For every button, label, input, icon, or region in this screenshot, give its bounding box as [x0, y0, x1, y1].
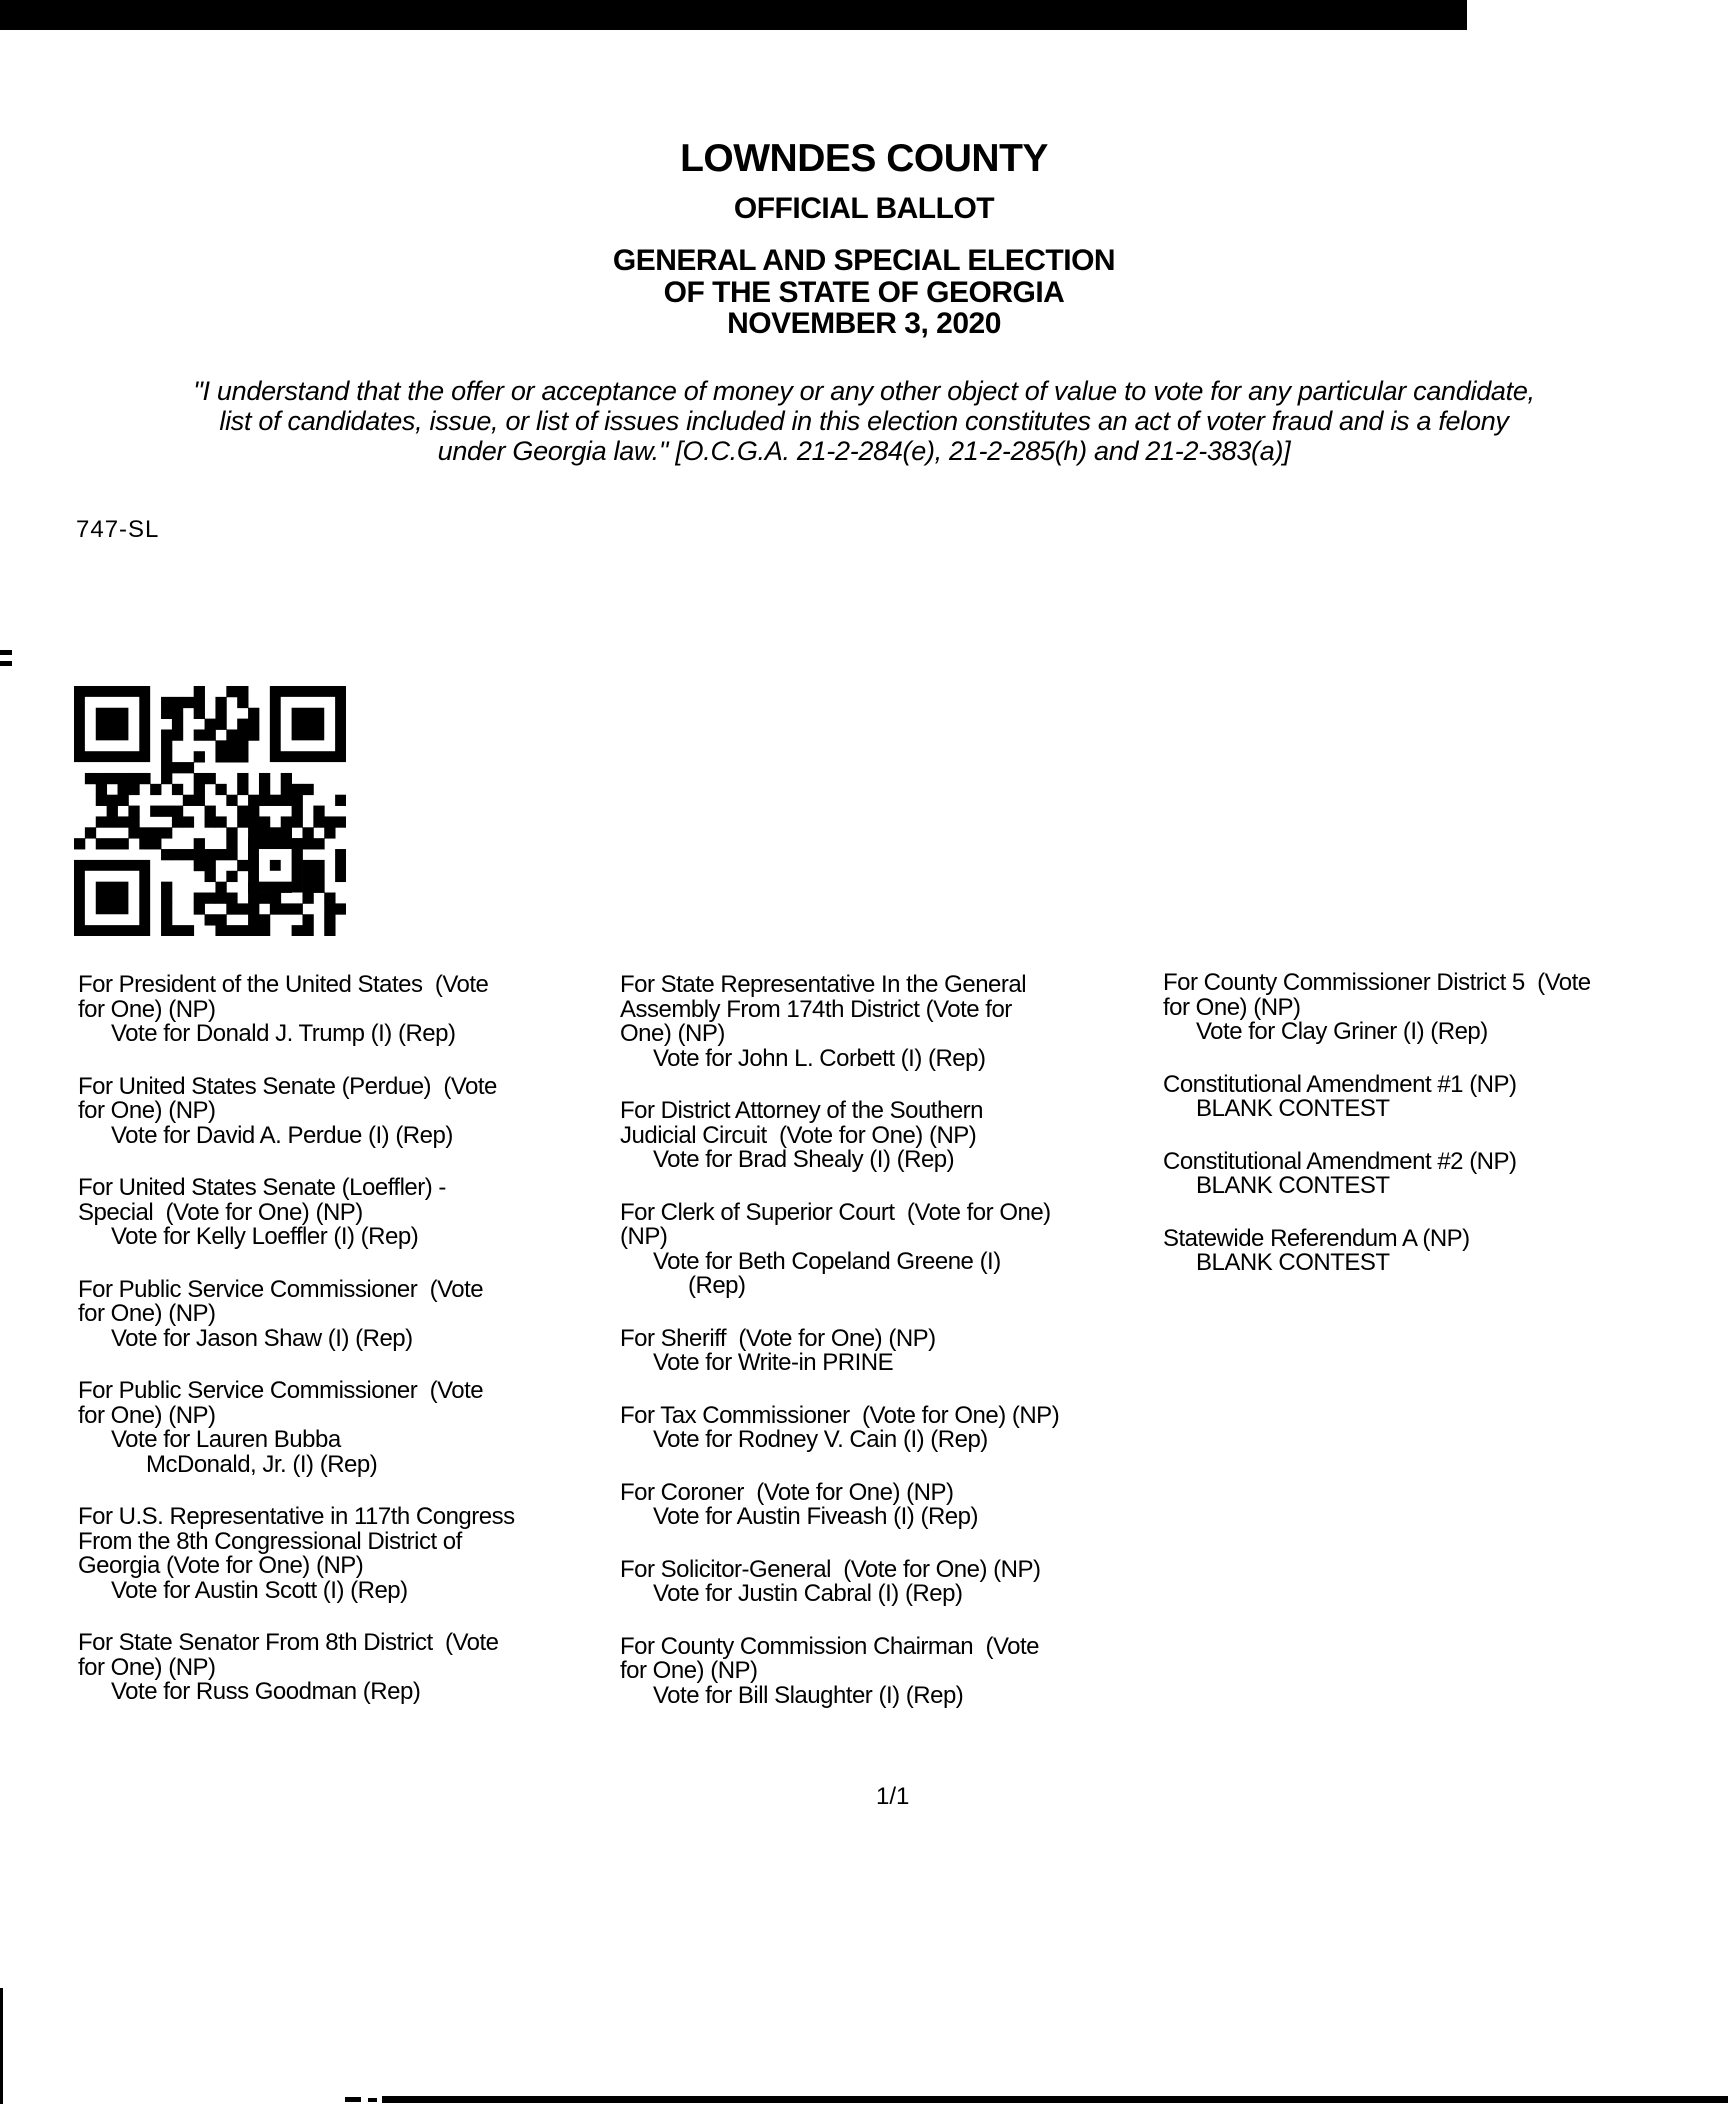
contest — [1163, 1070, 1728, 1122]
vote-selection-line: Vote for Jason Shaw (I) (Rep) — [111, 1324, 413, 1352]
contest-title-line: Georgia (Vote for One) (NP) — [78, 1552, 364, 1579]
contest — [78, 1275, 620, 1352]
contest-title-line: for One) (NP) — [78, 1097, 216, 1124]
ballot-column — [1163, 971, 1728, 1304]
contest-title-line: for One) (NP) — [78, 995, 216, 1023]
page-title: LOWNDES COUNTY — [680, 137, 1048, 180]
vote-selection-line: Vote for Kelly Loeffler (I) (Rep) — [111, 1223, 419, 1250]
vote-selection-line: Vote for John L. Corbett (I) (Rep) — [653, 1044, 986, 1072]
vote-selection-line: Vote for Lauren Bubba — [111, 1426, 341, 1453]
vote-selection-line: Vote for Clay Griner (I) (Rep) — [1196, 1018, 1488, 1045]
election-title-line: NOVEMBER 3, 2020 — [727, 307, 1001, 340]
scan-artifact-edge-line — [0, 1988, 3, 2104]
disclaimer-line: "I understand that the offer or acceptance of money or any other object of value to vote for any particular candidate, — [193, 376, 1535, 406]
contest-title-line: For State Senator From 8th District (Vote — [78, 1629, 499, 1656]
scan-artifact-edge-mark — [0, 650, 12, 655]
scan-artifact-edge-mark — [0, 661, 12, 666]
contest-title-line: One) (NP) — [620, 1020, 725, 1047]
vote-selection-line: McDonald, Jr. (I) (Rep) — [146, 1450, 378, 1478]
voter-fraud-disclaimer — [18, 376, 1710, 466]
vote-selection-line: Vote for Brad Shealy (I) (Rep) — [653, 1146, 955, 1173]
contest — [1163, 1224, 1728, 1276]
election-title-line: GENERAL AND SPECIAL ELECTION — [612, 244, 1116, 277]
vote-selection-line: BLANK CONTEST — [1196, 1172, 1390, 1199]
contest-title-line: For State Representative In the General — [620, 971, 1027, 998]
contest-title-line: For Tax Commissioner (Vote for One) (NP) — [620, 1401, 1060, 1429]
contest — [78, 1176, 620, 1250]
contest-title-line: For County Commissioner District 5 (Vote — [1163, 969, 1591, 996]
ballot-style-code: 747-SL — [76, 516, 160, 543]
contest-title-line: For County Commission Chairman (Vote — [620, 1632, 1039, 1660]
vote-selection-line: BLANK CONTEST — [1196, 1095, 1390, 1122]
contest-title-line: (NP) — [620, 1223, 668, 1250]
contest-title-line: For Sheriff (Vote for One) (NP) — [620, 1324, 936, 1352]
contest-title-line: for One) (NP) — [1163, 993, 1301, 1021]
election-title — [18, 245, 1710, 340]
contest — [78, 1505, 620, 1603]
contest — [620, 1099, 1163, 1173]
vote-selection-line: Vote for Rodney V. Cain (I) (Rep) — [653, 1426, 988, 1453]
vote-selection-line: Vote for Russ Goodman (Rep) — [111, 1678, 421, 1705]
contest-title-line: for One) (NP) — [620, 1657, 758, 1684]
contest-title-line: From the 8th Congressional District of — [78, 1527, 462, 1555]
contest-title-line: Special (Vote for One) (NP) — [78, 1198, 363, 1226]
contest — [78, 1379, 620, 1477]
vote-selection-line: Vote for Justin Cabral (I) (Rep) — [653, 1580, 963, 1607]
contest-title-line: For United States Senate (Loeffler) - — [78, 1174, 446, 1201]
contest — [620, 973, 1163, 1071]
election-title-line: OF THE STATE OF GEORGIA — [663, 275, 1065, 309]
scan-artifact-dash — [345, 2097, 361, 2102]
contest — [78, 973, 620, 1047]
contest — [1163, 1147, 1728, 1199]
contest — [620, 1555, 1163, 1607]
contest-title-line: For Clerk of Superior Court (Vote for One) — [620, 1198, 1051, 1226]
scan-artifact-bottom-bar — [382, 2096, 1728, 2103]
contest — [1163, 971, 1728, 1045]
ballot-column — [78, 973, 620, 1733]
vote-selection-line: Vote for David A. Perdue (I) (Rep) — [111, 1121, 453, 1149]
contest-title-line: Assembly From 174th District (Vote for — [620, 995, 1012, 1023]
vote-selection-line: Vote for Write-in PRINE — [653, 1349, 894, 1376]
contest — [620, 1632, 1163, 1709]
vote-selection-line: Vote for Bill Slaughter (I) (Rep) — [653, 1681, 964, 1709]
contest — [78, 1631, 620, 1705]
contest — [620, 1198, 1163, 1299]
vote-selection-line: BLANK CONTEST — [1196, 1249, 1390, 1276]
contest-title-line: Constitutional Amendment #1 (NP) — [1163, 1070, 1517, 1098]
contest-title-line: For U.S. Representative in 117th Congress — [78, 1503, 515, 1530]
contest-title-line: For Coroner (Vote for One) (NP) — [620, 1478, 954, 1506]
contest-title-line: For Public Service Commissioner (Vote — [78, 1275, 484, 1303]
vote-selection-line: Vote for Austin Scott (I) (Rep) — [111, 1576, 408, 1604]
contest-title-line: For United States Senate (Perdue) (Vote — [78, 1072, 497, 1100]
contest-title-line: for One) (NP) — [78, 1300, 216, 1327]
contest-title-line: Judicial Circuit (Vote for One) (NP) — [620, 1121, 977, 1149]
contest — [620, 1324, 1163, 1376]
disclaimer-line: under Georgia law." [O.C.G.A. 21-2-284(e), 21-2-285(h) and 21-2-383(a)] — [437, 436, 1291, 466]
contest — [620, 1401, 1163, 1453]
ballot-column — [620, 973, 1163, 1736]
contest-title-line: For Public Service Commissioner (Vote — [78, 1377, 484, 1404]
ballot-type-title: OFFICIAL BALLOT — [733, 192, 995, 225]
vote-selection-line: Vote for Beth Copeland Greene (I) — [653, 1247, 1001, 1275]
contest — [78, 1072, 620, 1149]
scan-artifact-dash — [368, 2098, 377, 2102]
disclaimer-line: list of candidates, issue, or list of issues included in this election constitutes an act of voter fraud and is a felony — [219, 406, 1509, 436]
contest-title-line: Constitutional Amendment #2 (NP) — [1163, 1147, 1517, 1175]
scan-artifact-top-bar — [0, 0, 1467, 30]
contest-title-line: Statewide Referendum A (NP) — [1163, 1224, 1470, 1252]
qr-code — [74, 686, 346, 936]
vote-selection-line: Vote for Donald J. Trump (I) (Rep) — [111, 1020, 456, 1047]
contest — [620, 1478, 1163, 1530]
vote-selection-line: (Rep) — [688, 1272, 746, 1299]
vote-selection-line: Vote for Austin Fiveash (I) (Rep) — [653, 1503, 978, 1530]
contest-title-line: For Solicitor-General (Vote for One) (NP) — [620, 1555, 1041, 1583]
contest-title-line: for One) (NP) — [78, 1653, 216, 1681]
contest-title-line: For President of the United States (Vote — [78, 971, 489, 998]
page-number: 1/1 — [876, 1783, 910, 1810]
contest-title-line: for One) (NP) — [78, 1401, 216, 1429]
contest-title-line: For District Attorney of the Southern — [620, 1097, 984, 1124]
